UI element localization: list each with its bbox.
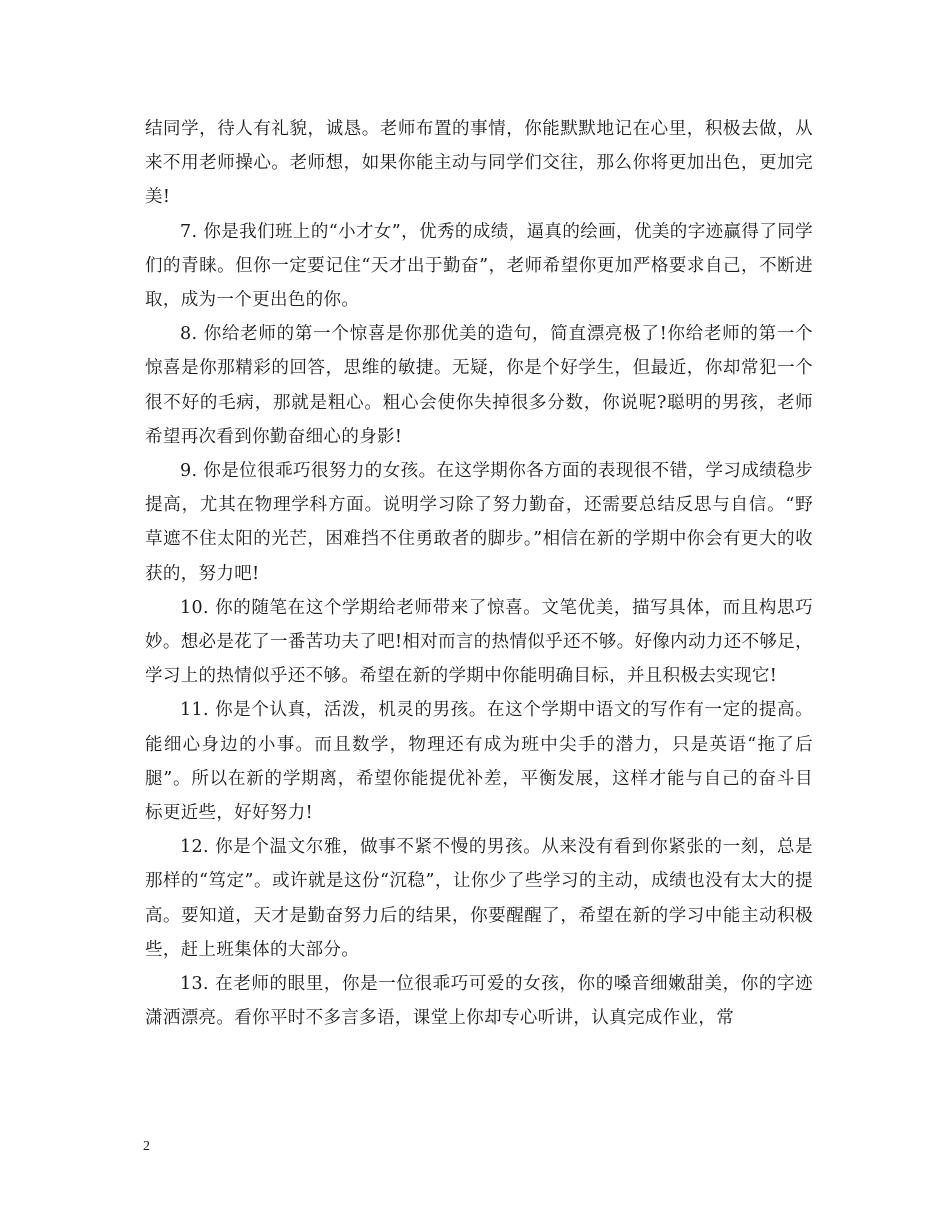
paragraph-comment-12: 12. 你是个温文尔雅，做事不紧不慢的男孩。从来没有看到你紧张的一刻，总是那样的“笃定”。或许就是这份“沉稳”，让你少了些学习的主动，成绩也没有太大的提高。要知道，天才是勤奋努力后的结果，你要醒醒了，希望在新的学习中能主动积极些，赶上班集体的大部分。 (145, 837, 813, 960)
paragraph-comment-7: 7. 你是我们班上的“小才女”，优秀的成绩，逼真的绘画，优美的字迹赢得了同学们的青睐。但你一定要记住“天才出于勤奋”，老师希望你更加严格要求自己，不断进取，成为一个更出色的你。 (145, 221, 813, 311)
paragraph-comment-13: 13. 在老师的眼里，你是一位很乖巧可爱的女孩，你的嗓音细嫩甜美，你的字迹潇洒漂亮。看你平时不多言多语，课堂上你却专心听讲，认真完成作业，常 (145, 974, 813, 1029)
paragraph-comment-9: 9. 你是位很乖巧很努力的女孩。在这学期你各方面的表现很不错，学习成绩稳步提高，尤其在物理学科方面。说明学习除了努力勤奋，还需要总结反思与自信。“野草遮不住太阳的光芒，困难挡不住勇敢者的脚步。”相信在新的学期中你会有更大的收获的，努力吧! (145, 461, 813, 584)
document-body (145, 112, 813, 1035)
paragraph-comment-8: 8. 你给老师的第一个惊喜是你那优美的造句，简直漂亮极了!你给老师的第一个惊喜是你那精彩的回答，思维的敏捷。无疑，你是个好学生，但最近，你却常犯一个很不好的毛病，那就是粗心。粗心会使你失掉很多分数，你说呢?聪明的男孩，老师希望再次看到你勤奋细心的身影! (145, 324, 813, 447)
paragraph-comment-11: 11. 你是个认真，活泼，机灵的男孩。在这个学期中语文的写作有一定的提高。能细心身边的小事。而且数学，物理还有成为班中尖手的潜力，只是英语“拖了后腿”。所以在新的学期离，希望你能提优补差，平衡发展，这样才能与自己的奋斗目标更近些，好好努力! (145, 700, 813, 824)
paragraph-continuation: 结同学，待人有礼貌，诚恳。老师布置的事情，你能默默地记在心里，积极去做，从来不用老师操心。老师想，如果你能主动与同学们交往，那么你将更加出色，更加完美! (145, 119, 813, 208)
paragraph-comment-10: 10. 你的随笔在这个学期给老师带来了惊喜。文笔优美，描写具体，而且构思巧妙。想必是花了一番苦功夫了吧!相对而言的热情似乎还不够。好像内动力还不够足，学习上的热情似乎还不够。希望在新的学期中你能明确目标，并且积极去实现它! (145, 597, 813, 687)
page-number: 2 (143, 1139, 150, 1154)
